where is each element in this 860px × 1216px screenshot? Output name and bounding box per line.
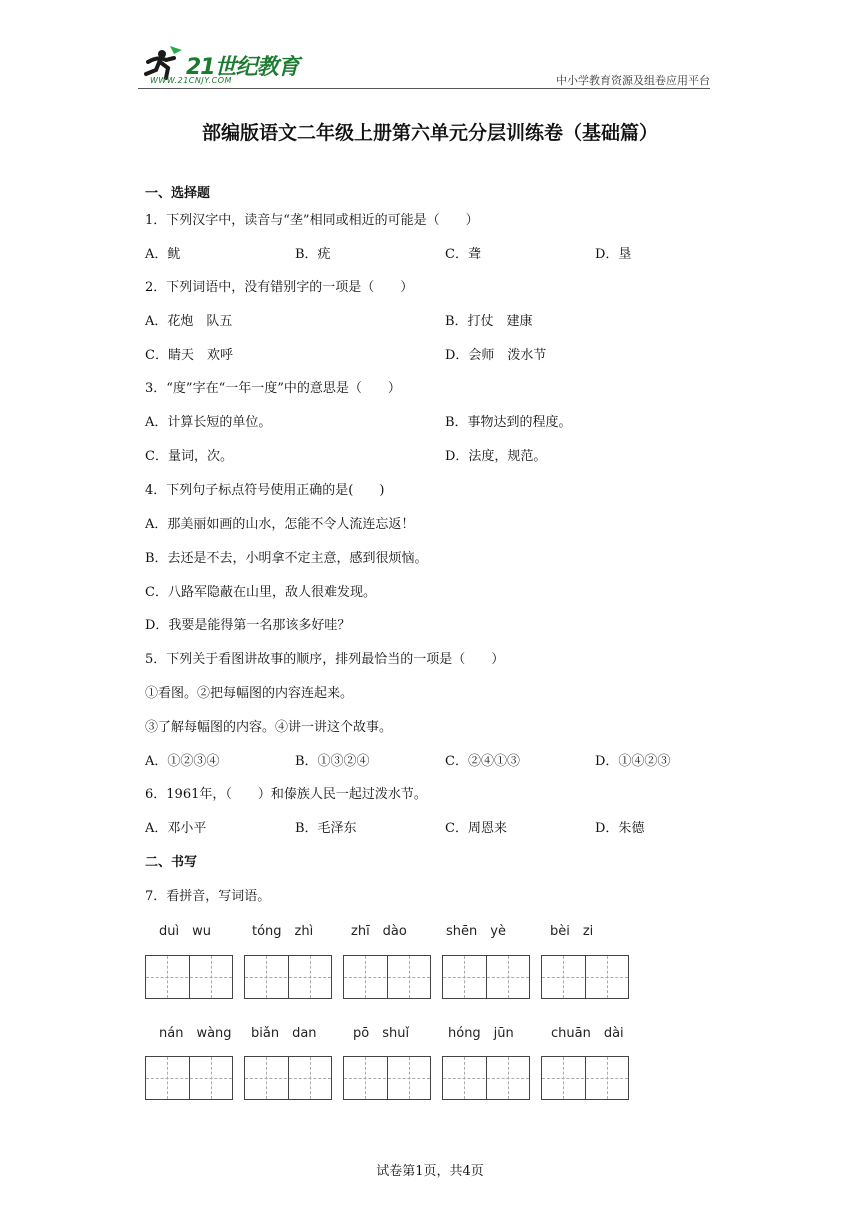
logo-text: 21世纪教育 <box>186 55 299 80</box>
q5-option-d: D．①④②③ <box>595 754 671 769</box>
runner-logo-icon <box>140 44 186 80</box>
q2-option-c: C．睛天 欢呼 <box>145 348 233 363</box>
page-title: 部编版语文二年级上册第六单元分层训练卷（基础篇） <box>201 122 658 144</box>
section-heading-choice: 一、选择题 <box>145 186 211 201</box>
q4-option-b: B．去还是不去，小明拿不定主意，感到很烦恼。 <box>145 551 428 566</box>
pinyin-label: biǎn dan <box>251 1026 317 1041</box>
writing-grid[interactable] <box>244 955 332 999</box>
pinyin-label: duì wu <box>159 924 211 939</box>
q4-option-c: C．八路军隐蔽在山里，敌人很难发现。 <box>145 585 376 600</box>
q1-option-d: D．垦 <box>595 247 632 262</box>
pinyin-label: hóng jūn <box>448 1026 514 1041</box>
q6-option-a: A．邓小平 <box>145 821 207 836</box>
q3-option-b: B．事物达到的程度。 <box>445 415 572 430</box>
writing-grid[interactable] <box>145 1056 233 1100</box>
page-footer: 试卷第1页，共4页 <box>376 1164 484 1179</box>
header-divider <box>138 88 710 89</box>
logo-url: WWW.21CNJY.COM <box>150 76 232 85</box>
question-3: 3．“度”字在“一年一度”中的意思是（ ） <box>145 381 401 396</box>
platform-name: 中小学教育资源及组卷应用平台 <box>556 74 710 87</box>
pinyin-label: tóng zhì <box>252 924 314 939</box>
writing-grid[interactable] <box>442 1056 530 1100</box>
question-7: 7．看拼音，写词语。 <box>145 889 271 904</box>
q1-option-a: A．鱿 <box>145 247 181 262</box>
q6-option-b: B．毛泽东 <box>295 821 357 836</box>
q3-option-d: D．法度，规范。 <box>445 449 547 464</box>
q2-option-a: A．花炮 队五 <box>145 314 233 329</box>
section-heading-writing: 二、书写 <box>145 855 198 870</box>
question-5: 5．下列关于看图讲故事的顺序，排列最恰当的一项是（ ） <box>145 652 505 667</box>
q5-option-a: A．①②③④ <box>145 754 220 769</box>
q3-option-c: C．量词，次。 <box>145 449 233 464</box>
pinyin-label: nán wàng <box>159 1026 232 1041</box>
writing-grid[interactable] <box>541 955 629 999</box>
q5-option-b: B．①③②④ <box>295 754 370 769</box>
logo <box>138 42 338 88</box>
writing-grid[interactable] <box>145 955 233 999</box>
q3-option-a: A．计算长短的单位。 <box>145 415 272 430</box>
question-6: 6．1961年，（ ）和傣族人民一起过泼水节。 <box>145 787 427 802</box>
writing-grid[interactable] <box>343 955 431 999</box>
q5-line-1: ①看图。②把每幅图的内容连起来。 <box>145 686 354 701</box>
writing-grid[interactable] <box>244 1056 332 1100</box>
q2-option-d: D．会师 泼水节 <box>445 348 547 363</box>
q1-option-b: B．疣 <box>295 247 331 262</box>
q4-option-d: D．我要是能得第一名那该多好哇？ <box>145 618 351 633</box>
writing-grid[interactable] <box>442 955 530 999</box>
writing-grid[interactable] <box>343 1056 431 1100</box>
q4-option-a: A．那美丽如画的山水，怎能不令人流连忘返！ <box>145 517 415 532</box>
pinyin-label: pō shuǐ <box>353 1026 410 1041</box>
pinyin-label: zhī dào <box>351 924 407 939</box>
q6-option-d: D．朱德 <box>595 821 645 836</box>
writing-grid[interactable] <box>541 1056 629 1100</box>
q6-option-c: C．周恩来 <box>445 821 507 836</box>
pinyin-label: shēn yè <box>446 924 506 939</box>
q1-option-c: C．聋 <box>445 247 481 262</box>
page-header <box>138 42 710 90</box>
question-4: 4．下列句子标点符号使用正确的是( ) <box>145 483 385 498</box>
q5-option-c: C．②④①③ <box>445 754 520 769</box>
pinyin-label: chuān dài <box>551 1026 624 1041</box>
q2-option-b: B．打仗 建康 <box>445 314 533 329</box>
question-1: 1．下列汉字中，读音与“垄”相同或相近的可能是（ ） <box>145 213 479 228</box>
pinyin-label: bèi zi <box>550 924 594 939</box>
question-2: 2．下列词语中，没有错别字的一项是（ ） <box>145 280 414 295</box>
q5-line-2: ③了解每幅图的内容。④讲一讲这个故事。 <box>145 720 393 735</box>
